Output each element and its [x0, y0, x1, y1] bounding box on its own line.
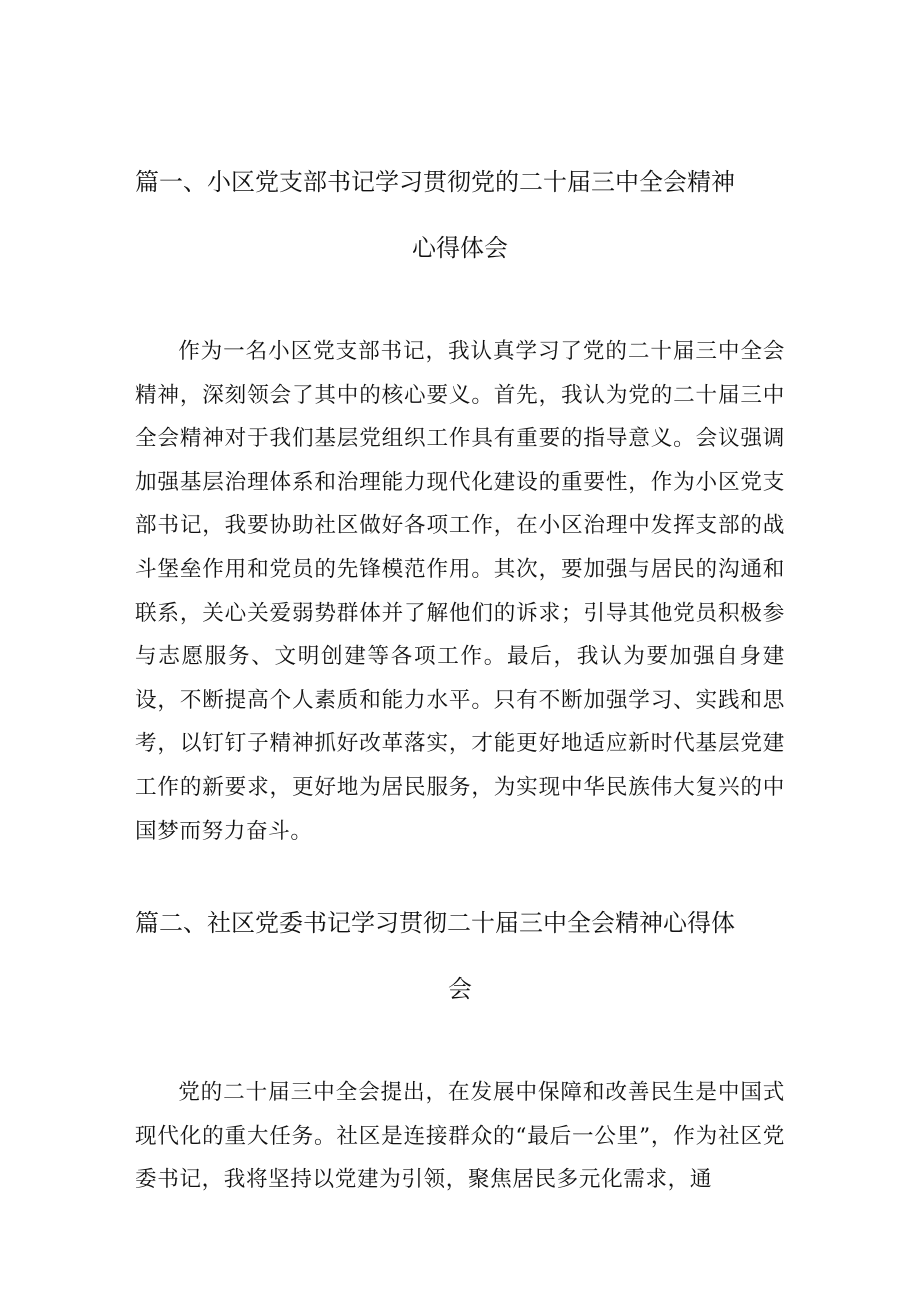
section-1-heading-continuation: 心得体会 — [412, 234, 508, 262]
section-1-heading: 篇一、小区党支部书记学习贯彻党的二十届三中全会精神 — [135, 168, 735, 196]
section-2-paragraph: 党的二十届三中全会提出，在发展中保障和改善民生是中国式现代化的重大任务。社区是连接群众的“最后一公里”，作为社区党委书记，我将坚持以党建为引领，聚焦居民多元化需求，通 — [135, 1080, 785, 1193]
document-body — [135, 160, 785, 1202]
section-1-paragraph: 作为一名小区党支部书记，我认真学习了党的二十届三中全会精神，深刻领会了其中的核心要义。首先，我认为党的二十届三中全会精神对于我们基层党组织工作具有重要的指导意义。会议强调加强基层治理体系和治理能力现代化建设的重要性，作为小区党支部书记，我要协助社区做好各项工作，在小区治理中发挥支部的战斗堡垒作用和党员的先锋模范作用。其次，要加强与居民的沟通和联系，关心关爱弱势群体并了解他们的诉求；引导其他党员积极参与志愿服务、文明创建等各项工作。最后，我认为要加强自身建设，不断提高个人素质和能力水平。只有不断加强学习、实践和思考，以钉钉子精神抓好改革落实，才能更好地适应新时代基层党建工作的新要求，更好地为居民服务，为实现中华民族伟大复兴的中国梦而努力奋斗。 — [135, 339, 785, 844]
section-2-heading-continuation: 会 — [448, 975, 472, 1004]
section-2-heading: 篇二、社区党委书记学习贯彻二十届三中全会精神心得体 — [135, 909, 735, 938]
